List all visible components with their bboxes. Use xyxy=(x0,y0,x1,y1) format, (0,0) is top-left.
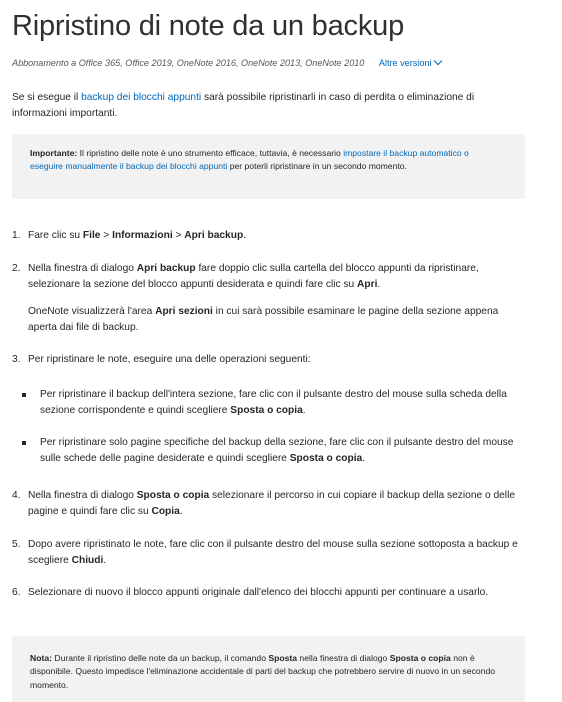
intro-text-end: sarà possibile ripristinarli in caso di perdita o eliminazione di informazioni importanti. xyxy=(12,92,475,119)
bold-term: Apri sezioni xyxy=(155,306,213,317)
applies-to-text: Abbonamento a Office 365, Office 2019, OneNote 2016, OneNote 2013, OneNote 2010 xyxy=(12,58,365,68)
step-text: Nella finestra di dialogo Apri backup fare doppio clic sulla cartella del blocco appunti da ripristinare, selezionare la sezione del blocco appunti desiderata e quindi fare clic su Apri. xyxy=(28,263,479,290)
bold-term: Sposta o copia xyxy=(230,405,303,416)
bold-term: Informazioni xyxy=(112,230,173,241)
note-text: Nota: Durante il ripristino delle note da un backup, il comando Sposta nella finestra di dialogo Sposta o copia non è disponibile. Questo impedisce l'eliminazione accidentale di parti del backup che potrebbero servire di nuovo in un secondo momento. xyxy=(30,653,496,690)
step-note: OneNote visualizzerà l'area Apri sezioni in cui sarà possibile esaminare le pagine della sezione appena aperta dai file di backup. xyxy=(28,306,499,333)
bold-term: Apri xyxy=(357,279,378,290)
bold-term: Sposta xyxy=(268,653,298,663)
step-text: Nella finestra di dialogo Sposta o copia selezionare il percorso in cui copiare il backup della sezione o delle pagine e quindi fare clic su Copia. xyxy=(28,490,516,517)
applies-to xyxy=(12,56,530,70)
bullet-text: Per ripristinare il backup dell'intera sezione, fare clic con il pulsante destro del mouse sulla scheda della sezione corrispondente e quindi scegliere Sposta o copia. xyxy=(40,389,507,416)
important-text-start: Il ripristino delle note è uno strumento efficace, tuttavia, è necessario xyxy=(77,148,344,158)
setup-backup-link[interactable]: impostare il backup automatico o eseguire manualmente il backup dei blocchi appunti xyxy=(30,148,469,172)
bold-term: Apri backup xyxy=(136,263,196,274)
bold-term: Copia xyxy=(151,506,180,517)
bold-term: Chiudi xyxy=(71,555,104,566)
intro-paragraph xyxy=(12,90,517,122)
bold-term: File xyxy=(82,230,101,241)
important-label: Importante: xyxy=(30,148,78,158)
chevron-down-icon xyxy=(434,57,442,65)
bold-term: Sposta o copia xyxy=(289,453,363,464)
step-text: Dopo avere ripristinato le note, fare clic con il pulsante destro del mouse sulla sezione sottoposta a backup e scegliere Chiudi. xyxy=(28,539,518,566)
bullet-text: Per ripristinare solo pagine specifiche del backup della sezione, fare clic con il pulsante destro del mouse sulle schede delle pagine desiderate e quindi scegliere Sposta o copia. xyxy=(40,437,514,464)
bold-term: Nota: xyxy=(30,653,52,663)
step-text: Fare clic su File > Informazioni > Apri backup. xyxy=(28,230,247,241)
bullet-icon xyxy=(22,441,26,445)
bold-term: Sposta o copia xyxy=(136,490,210,501)
bold-term: Sposta o copia xyxy=(389,653,451,663)
article xyxy=(12,0,530,690)
step-number: 3. xyxy=(12,354,21,365)
step-number: 1. xyxy=(12,230,21,241)
important-callout xyxy=(12,134,525,199)
bold-term: Apri backup xyxy=(184,230,244,241)
step-text: Selezionare di nuovo il blocco appunti originale dall'elenco dei blocchi appunti per continuare a usarlo. xyxy=(28,587,489,598)
step-number: 6. xyxy=(12,587,21,598)
other-versions-dropdown[interactable] xyxy=(379,58,442,68)
backup-notebooks-link[interactable]: backup dei blocchi appunti xyxy=(81,92,202,103)
step-number: 5. xyxy=(12,539,21,550)
intro-text: Se si esegue il xyxy=(12,92,82,103)
page-title: Ripristino di note da un backup xyxy=(12,10,404,42)
note-callout xyxy=(12,636,525,702)
other-versions-label: Altre versioni xyxy=(378,58,432,68)
bullet-icon xyxy=(22,393,26,397)
step-number: 4. xyxy=(12,490,21,501)
step-number: 2. xyxy=(12,263,21,274)
step-text: Per ripristinare le note, eseguire una delle operazioni seguenti: xyxy=(28,354,311,365)
important-text xyxy=(30,147,503,174)
important-text-end: per poterli ripristinare in un secondo momento. xyxy=(227,161,407,172)
